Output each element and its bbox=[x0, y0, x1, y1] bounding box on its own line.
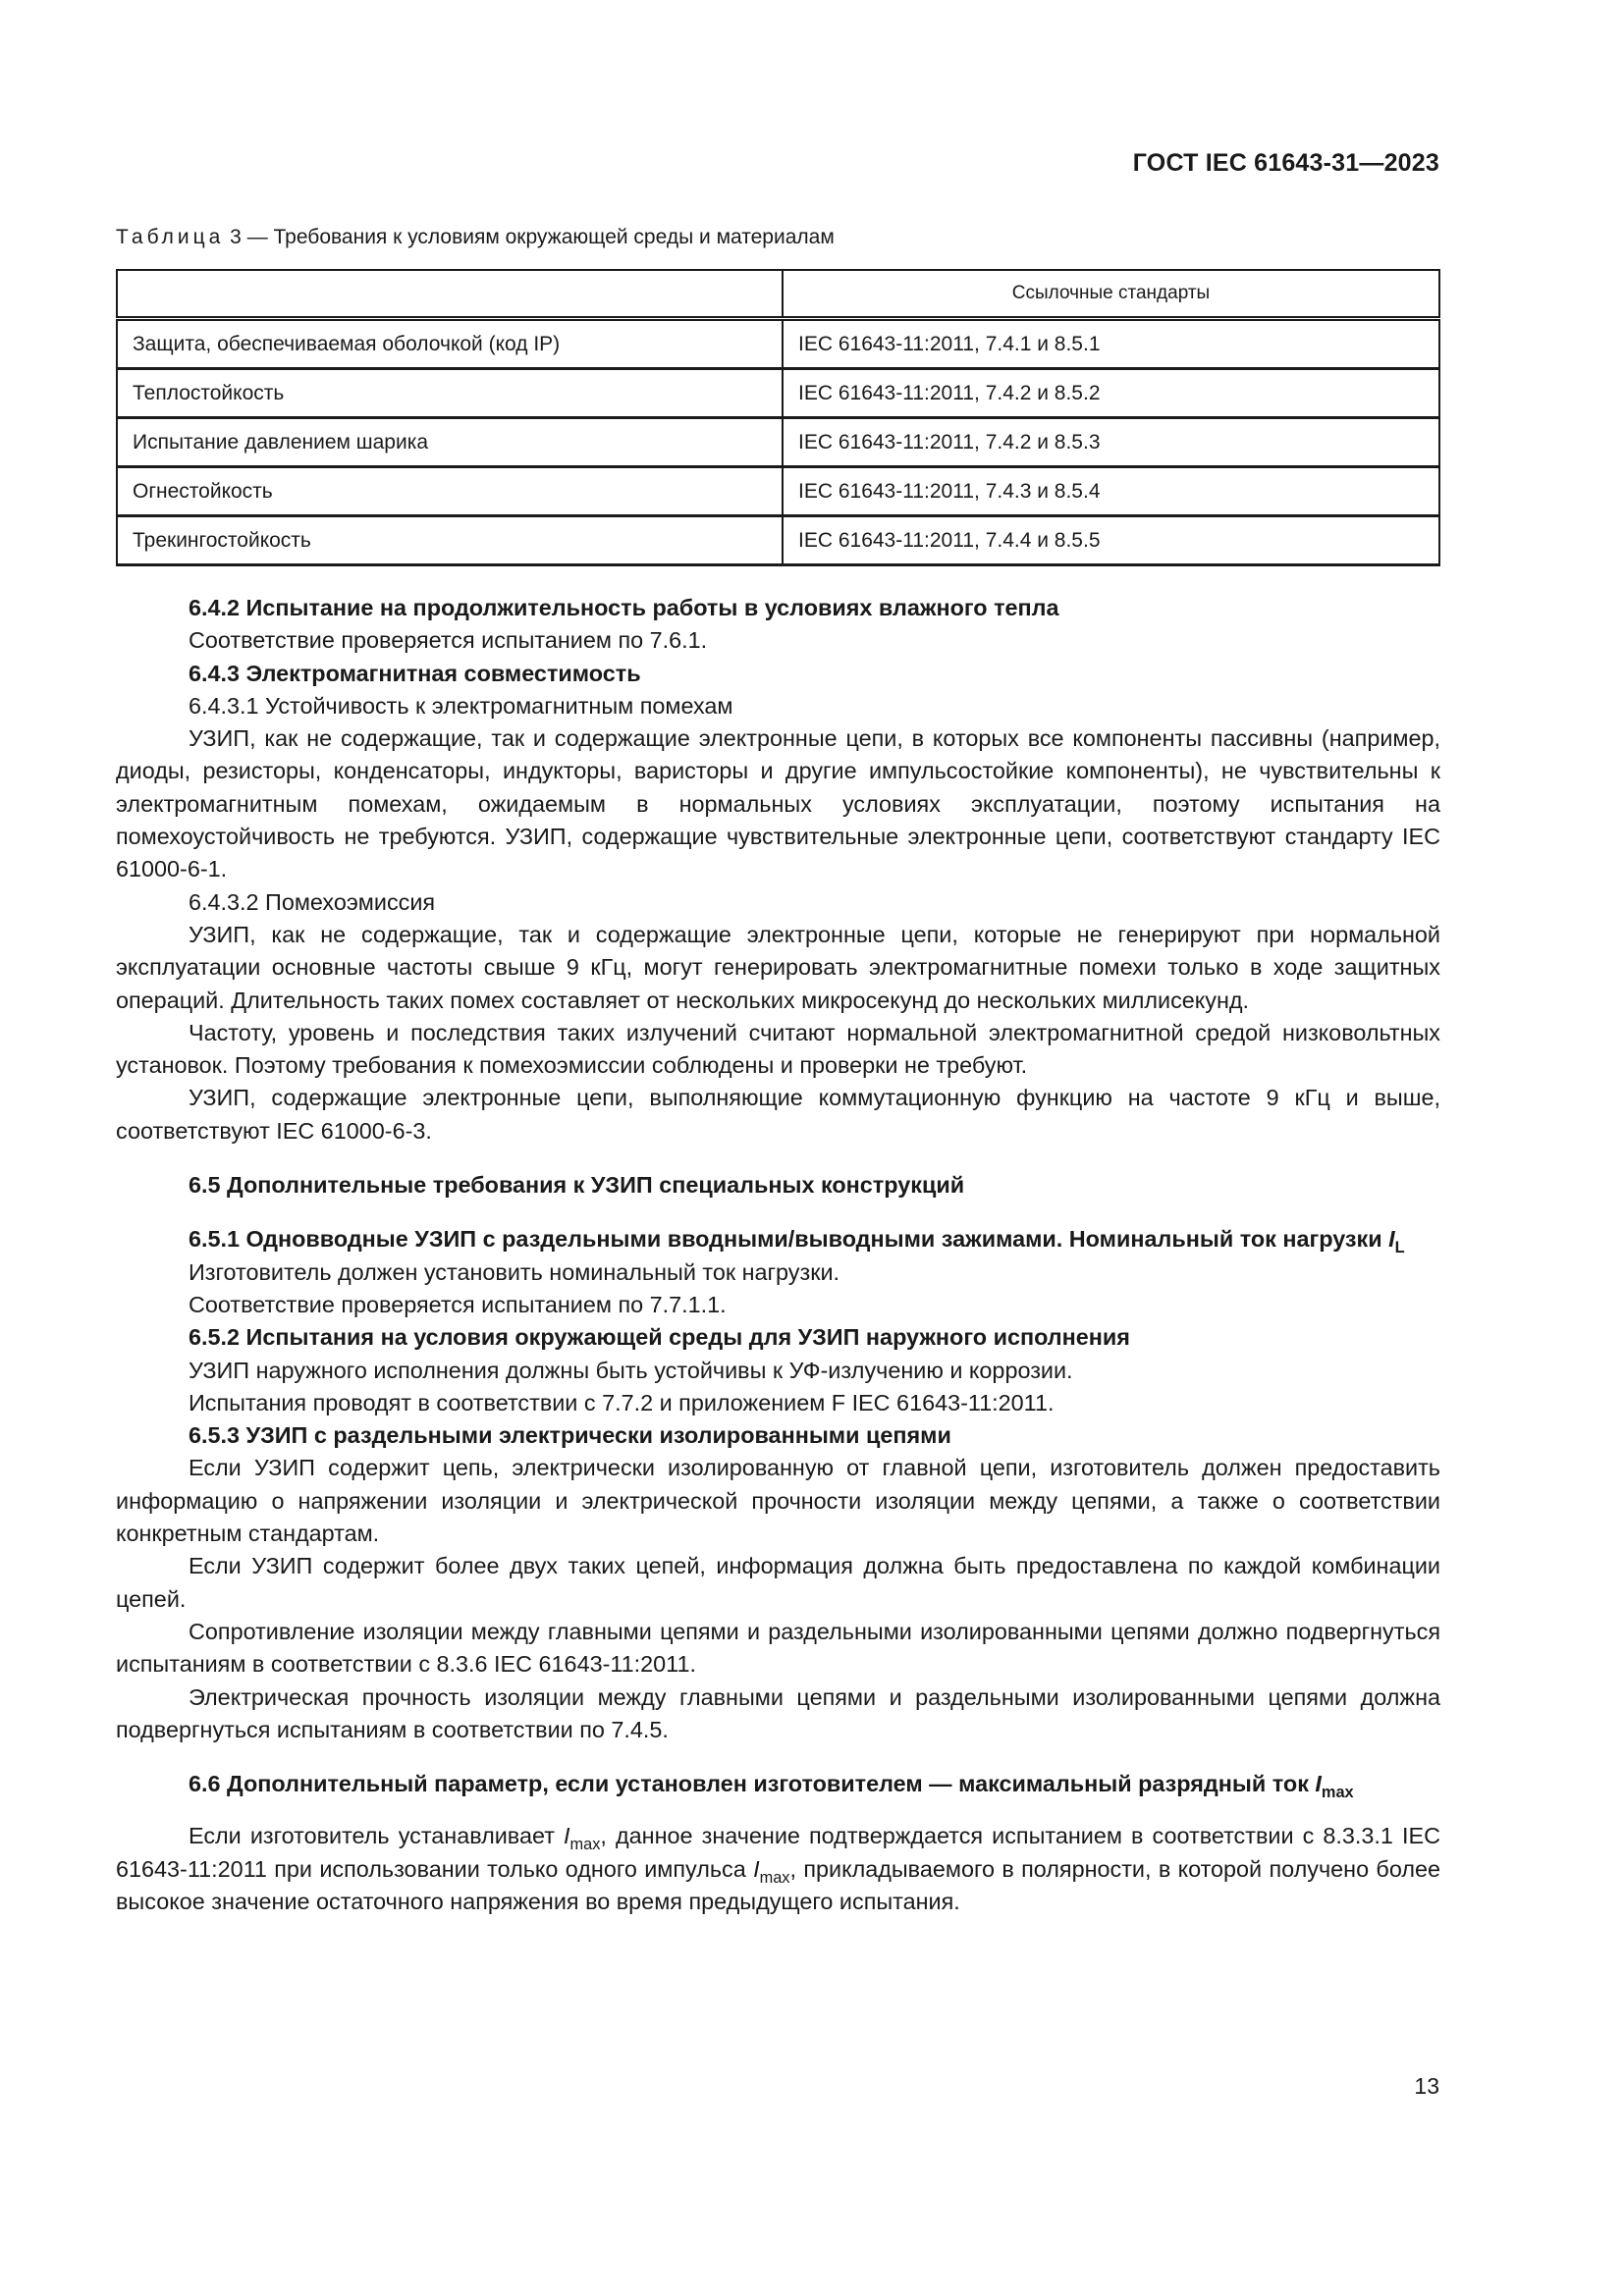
paragraph: Сопротивление изоляции между главными цепями и раздельными изолированными цепями должно подвергнуться испытаниям в соответствии с 8.3.6 IEC 61643-11:2011. bbox=[116, 1618, 1440, 1678]
requirements-table bbox=[116, 269, 1440, 566]
heading-text: 6.6 Дополнительный параметр, если установлен изготовителем — максимальный разрядный ток bbox=[189, 1771, 1316, 1797]
paragraph: Изготовитель должен установить номинальный ток нагрузки. bbox=[189, 1258, 840, 1285]
section-heading-6-5-3: 6.5.3 УЗИП с раздельными электрически изолированными цепями bbox=[189, 1422, 951, 1449]
text: , данное значение подтверждается испытанием в соответствии с 8.3.3.1 IEC 61643-11:2011 при использовании только одного импульса bbox=[116, 1823, 1440, 1882]
document-code: ГОСТ IEC 61643-31—2023 bbox=[1132, 149, 1439, 177]
table-caption bbox=[116, 226, 835, 249]
table-row bbox=[117, 467, 1439, 516]
current-subscript: max bbox=[569, 1836, 601, 1854]
table-cell: Трекингостойкость bbox=[117, 516, 783, 565]
table-cell: IEC 61643-11:2011, 7.4.3 и 8.5.4 bbox=[783, 467, 1439, 516]
paragraph: Испытания проводят в соответствии с 7.7.2 и приложением F IEC 61643-11:2011. bbox=[189, 1389, 1055, 1415]
paragraph: Частоту, уровень и последствия таких излучений считают нормальной электромагнитной средой низковольтных установок. Поэтому требования к помехоэмиссии соблюдены и проверки не требуют. bbox=[116, 1019, 1440, 1079]
table-cell: Огнестойкость bbox=[117, 467, 783, 516]
table-cell: IEC 61643-11:2011, 7.4.2 и 8.5.2 bbox=[783, 369, 1439, 418]
section-heading-6-4-2: 6.4.2 Испытание на продолжительность работы в условиях влажного тепла bbox=[189, 595, 1059, 620]
current-subscript: L bbox=[1394, 1239, 1405, 1257]
table-header-cell bbox=[117, 270, 783, 319]
paragraph: Если УЗИП содержит цепь, электрически изолированную от главной цепи, изготовитель должен предоставить информацию о напряжении изоляции и электрической прочности изоляции между цепями, а также о соответствии конкретным стандартам. bbox=[116, 1455, 1440, 1547]
paragraph: Соответствие проверяется испытанием по 7.7.1.1. bbox=[189, 1291, 727, 1317]
current-subscript: max bbox=[759, 1868, 790, 1887]
table-cell: Теплостойкость bbox=[117, 369, 783, 418]
current-symbol: I bbox=[1388, 1226, 1395, 1253]
table-header-row bbox=[117, 270, 1439, 319]
document-body bbox=[116, 592, 1440, 1918]
section-heading-6-5-1 bbox=[116, 1223, 1440, 1255]
section-heading-6-6 bbox=[116, 1768, 1440, 1800]
subsection-heading-6-4-3-1: 6.4.3.1 Устойчивость к электромагнитным помехам bbox=[189, 692, 733, 719]
table-caption-title: 3 — Требования к условиям окружающей среды и материалам bbox=[224, 226, 835, 248]
table-row bbox=[117, 369, 1439, 418]
table-row bbox=[117, 516, 1439, 565]
paragraph: Электрическая прочность изоляции между главными цепями и раздельными изолированными цепями должна подвергнуться испытаниям в соответствии по 7.4.5. bbox=[116, 1683, 1440, 1742]
table-caption-prefix: Таблица bbox=[116, 226, 225, 248]
table-row bbox=[117, 319, 1439, 369]
paragraph: УЗИП, как не содержащие, так и содержащие электронные цепи, которые не генерируют при нормальной эксплуатации основные частоты свыше 9 кГц, могут генерировать электромагнитные помехи только в ходе защитных операций. Длительность таких помех составляет от нескольких микросекунд до нескольких миллисекунд. bbox=[116, 921, 1440, 1013]
paragraph: УЗИП наружного исполнения должны быть устойчивы к УФ-излучению и коррозии. bbox=[189, 1357, 1073, 1383]
current-subscript: max bbox=[1321, 1784, 1354, 1802]
paragraph: Соответствие проверяется испытанием по 7.6.1. bbox=[189, 627, 708, 654]
table-cell: IEC 61643-11:2011, 7.4.1 и 8.5.1 bbox=[783, 319, 1439, 369]
current-symbol: I bbox=[753, 1855, 760, 1882]
paragraph: Если УЗИП содержит более двух таких цепей, информация должна быть предоставлена по каждой комбинации цепей. bbox=[116, 1553, 1440, 1612]
paragraph: УЗИП, как не содержащие, так и содержащие электронные цепи, в которых все компоненты пассивны (например, диоды, резисторы, конденсаторы, индукторы, варисторы и другие импульсостойкие компоненты), не чувствительны к электромагнитным помехам, ожидаемым в нормальных условиях эксплуатации, поэтому испытания на помехоустойчивость не требуются. УЗИП, содержащие чувствительные электронные цепи, соответствуют стандарту IEC 61000-6-1. bbox=[116, 725, 1440, 882]
paragraph: УЗИП, содержащие электронные цепи, выполняющие коммутационную функцию на частоте 9 кГц и выше, соответствуют IEC 61000-6-3. bbox=[116, 1085, 1440, 1144]
text: Если изготовитель устанавливает bbox=[189, 1823, 565, 1849]
page-number: 13 bbox=[1414, 2073, 1439, 2099]
table-row bbox=[117, 418, 1439, 467]
table-header-cell: Ссылочные стандарты bbox=[783, 270, 1439, 319]
paragraph bbox=[116, 1820, 1440, 1918]
table-cell: IEC 61643-11:2011, 7.4.2 и 8.5.3 bbox=[783, 418, 1439, 467]
section-heading-6-5: 6.5 Дополнительные требования к УЗИП специальных конструкций bbox=[189, 1172, 965, 1199]
table-cell: IEC 61643-11:2011, 7.4.4 и 8.5.5 bbox=[783, 516, 1439, 565]
current-symbol: I bbox=[564, 1823, 570, 1849]
current-symbol: I bbox=[1315, 1771, 1322, 1797]
section-heading-6-5-2: 6.5.2 Испытания на условия окружающей среды для УЗИП наружного исполнения bbox=[189, 1324, 1130, 1351]
text: , прикладываемого в полярности, в которой получено более высокое значение остаточного напряжения во время предыдущего испытания. bbox=[116, 1855, 1440, 1914]
subsection-heading-6-4-3-2: 6.4.3.2 Помехоэмиссия bbox=[189, 888, 436, 915]
table-cell: Испытание давлением шарика bbox=[117, 418, 783, 467]
heading-text: 6.5.1 Одновводные УЗИП с раздельными вводными/выводными зажимами. Номинальный ток нагрузки bbox=[189, 1226, 1389, 1253]
section-heading-6-4-3: 6.4.3 Электромагнитная совместимость bbox=[189, 660, 641, 686]
table-cell: Защита, обеспечиваемая оболочкой (код IP) bbox=[117, 319, 783, 369]
